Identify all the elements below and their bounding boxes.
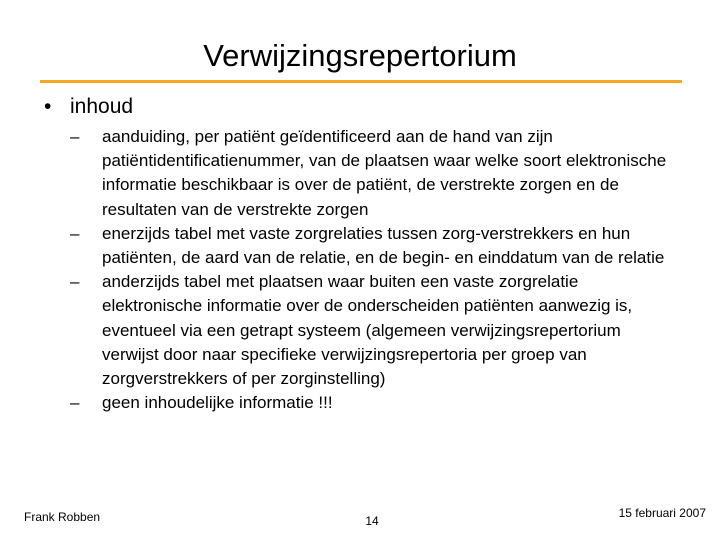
main-bullet bbox=[44, 94, 133, 120]
title-underline bbox=[40, 80, 682, 83]
sub-bullet-item bbox=[70, 391, 680, 415]
bullet-marker: • bbox=[44, 95, 52, 118]
sub-bullet-item bbox=[70, 222, 680, 270]
sub-bullet-list bbox=[70, 125, 680, 415]
dash-marker: – bbox=[70, 393, 80, 413]
footer-author: Frank Robben bbox=[24, 510, 101, 524]
sub-bullet-text: enerzijds tabel met vaste zorgrelaties tussen zorg-verstrekkers en hun patiënten, de aard van de relatie, en de begin- en einddatum van de relatie bbox=[102, 223, 665, 268]
footer-date: 15 februari 2007 bbox=[618, 506, 706, 520]
sub-bullet-text: geen inhoudelijke informatie !!! bbox=[102, 393, 333, 413]
dash-marker: – bbox=[70, 127, 80, 146]
footer-page-number: 14 bbox=[365, 514, 379, 528]
sub-bullet-item bbox=[70, 270, 680, 391]
slide-title: Verwijzingsrepertorium bbox=[203, 38, 517, 73]
sub-bullet-item bbox=[70, 125, 680, 222]
dash-marker: – bbox=[70, 223, 80, 243]
sub-bullet-text: anderzijds tabel met plaatsen waar buiten een vaste zorgrelatie elektronische informatie over de onderscheiden patiënten aanwezig is, eventueel via een getrapt systeem (algemeen verwijzingsrepertorium verwijst door naar specifieke verwijzingsrepertoria per groep van zorgverstrekkers of per zorginstelling) bbox=[102, 272, 633, 389]
dash-marker: – bbox=[70, 272, 80, 292]
main-bullet-text: inhoud bbox=[70, 95, 134, 118]
sub-bullet-text: aanduiding, per patiënt geïdentificeerd aan de hand van zijn patiëntidentificatienummer, van de plaatsen waar welke soort elektronische informatie beschikbaar is over de patiënt, de verstrekte zorgen en de resultaten van de verstrekte zorgen bbox=[102, 127, 667, 219]
